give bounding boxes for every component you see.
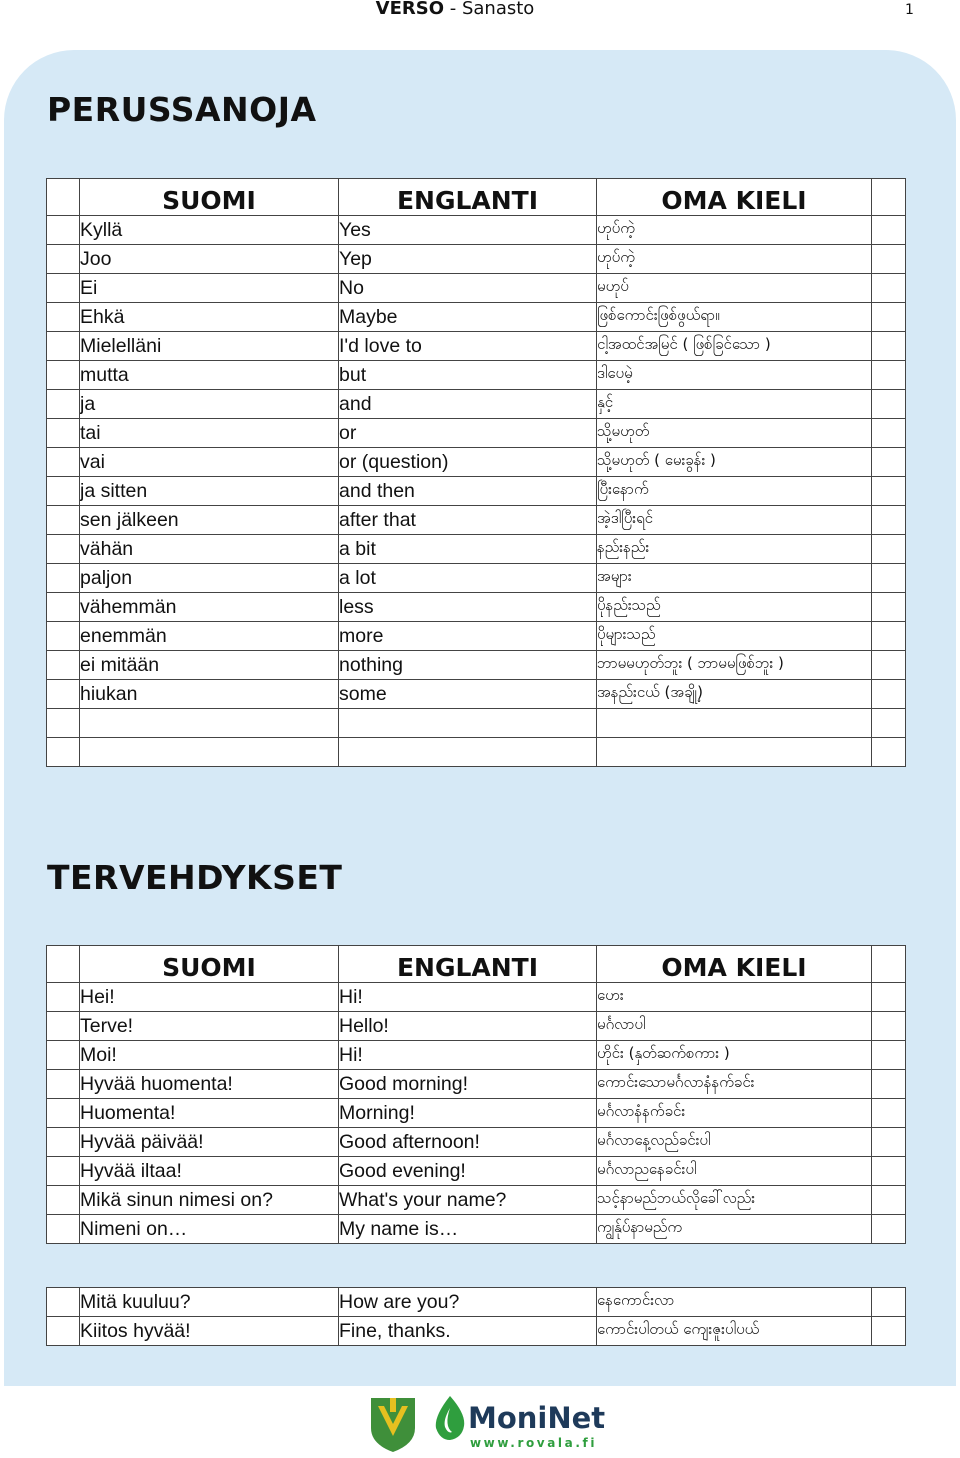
cell-own-language: နေကောင်းလာ	[597, 1288, 872, 1317]
cell-finnish: mutta	[80, 361, 339, 390]
vocab-table-basic-words	[46, 178, 906, 767]
row-blank-cell	[872, 1215, 906, 1244]
row-blank-cell	[47, 709, 80, 738]
row-blank-cell	[47, 564, 80, 593]
cell-finnish: Hyvää huomenta!	[80, 1070, 339, 1099]
cell-own-language: ဟုပ်ကဲ့	[597, 216, 872, 245]
row-blank-cell	[47, 1157, 80, 1186]
vocab-table-greetings	[46, 945, 906, 1244]
row-blank-cell	[872, 448, 906, 477]
row-blank-cell	[47, 390, 80, 419]
row-blank-cell	[872, 593, 906, 622]
cell-english: How are you?	[339, 1288, 597, 1317]
cell-finnish: Ehkä	[80, 303, 339, 332]
cell-own-language: မင်္ဂလာနံနက်ခင်း	[597, 1099, 872, 1128]
row-blank-cell	[47, 1099, 80, 1128]
row-blank-cell	[872, 1317, 906, 1346]
cell-english: or	[339, 419, 597, 448]
cell-own-language	[597, 709, 872, 738]
table-row	[47, 564, 906, 593]
row-blank-cell	[47, 1186, 80, 1215]
row-blank-cell	[872, 303, 906, 332]
footer-url: www.rovala.fi	[470, 1436, 598, 1450]
title-bold: VERSO	[375, 0, 445, 19]
cell-finnish: Moi!	[80, 1041, 339, 1070]
cell-english: Maybe	[339, 303, 597, 332]
cell-finnish: Kyllä	[80, 216, 339, 245]
table-header-row	[47, 946, 906, 983]
cell-finnish: tai	[80, 419, 339, 448]
section-title-tervehdykset: TERVEHDYKSET	[47, 858, 343, 897]
cell-own-language: ကောင်းသောမင်္ဂလာနံနက်ခင်း	[597, 1070, 872, 1099]
row-blank-cell	[47, 216, 80, 245]
cell-english: more	[339, 622, 597, 651]
table-row	[47, 332, 906, 361]
table-row	[47, 709, 906, 738]
row-blank-cell	[47, 738, 80, 767]
cell-finnish: Hei!	[80, 983, 339, 1012]
cell-finnish	[80, 709, 339, 738]
row-blank-cell	[47, 680, 80, 709]
header-blank	[47, 946, 80, 983]
page-header	[0, 0, 960, 24]
cell-own-language: ဘာမမဟုတ်ဘူး ( ဘာမမဖြစ်ဘူး )	[597, 651, 872, 680]
row-blank-cell	[47, 506, 80, 535]
cell-finnish: ei mitään	[80, 651, 339, 680]
row-blank-cell	[872, 983, 906, 1012]
cell-english: Fine, thanks.	[339, 1317, 597, 1346]
table-row	[47, 738, 906, 767]
cell-own-language: ဖြစ်ကောင်းဖြစ်ဖွယ်ရာ။	[597, 303, 872, 332]
table-row	[47, 506, 906, 535]
footer-logos	[0, 1392, 960, 1453]
row-blank-cell	[47, 448, 80, 477]
table-row	[47, 1041, 906, 1070]
cell-finnish: sen jälkeen	[80, 506, 339, 535]
cell-english: a bit	[339, 535, 597, 564]
cell-own-language: မဟုပ်	[597, 274, 872, 303]
row-blank-cell	[872, 1041, 906, 1070]
cell-english: I'd love to	[339, 332, 597, 361]
table-row	[47, 535, 906, 564]
cell-own-language	[597, 738, 872, 767]
row-blank-cell	[872, 390, 906, 419]
moninet-drop-icon	[436, 1396, 464, 1440]
cell-finnish: Mikä sinun nimesi on?	[80, 1186, 339, 1215]
cell-own-language: ကောင်းပါတယ် ကျေးဇူးပါပယ်	[597, 1317, 872, 1346]
header-blank	[872, 946, 906, 983]
vocab-table-greetings-extra	[46, 1287, 906, 1346]
row-blank-cell	[47, 1215, 80, 1244]
table-row	[47, 1012, 906, 1041]
cell-own-language: ဒါပေမဲ့	[597, 361, 872, 390]
table-row	[47, 303, 906, 332]
row-blank-cell	[872, 361, 906, 390]
cell-english: but	[339, 361, 597, 390]
cell-finnish: vähän	[80, 535, 339, 564]
cell-english: a lot	[339, 564, 597, 593]
row-blank-cell	[872, 506, 906, 535]
cell-own-language: မင်္ဂလာပါ	[597, 1012, 872, 1041]
row-blank-cell	[872, 1070, 906, 1099]
row-blank-cell	[47, 332, 80, 361]
cell-english: Morning!	[339, 1099, 597, 1128]
row-blank-cell	[872, 622, 906, 651]
cell-english: Yes	[339, 216, 597, 245]
cell-own-language: ဟေး	[597, 983, 872, 1012]
cell-finnish: Huomenta!	[80, 1099, 339, 1128]
cell-english: after that	[339, 506, 597, 535]
table-row	[47, 680, 906, 709]
cell-own-language: သို့မဟုတ်	[597, 419, 872, 448]
table-row	[47, 1186, 906, 1215]
row-blank-cell	[47, 1012, 80, 1041]
header-blank	[47, 179, 80, 216]
table-row	[47, 361, 906, 390]
column-header-oma-kieli: OMA KIELI	[597, 179, 872, 216]
row-blank-cell	[47, 303, 80, 332]
row-blank-cell	[872, 738, 906, 767]
row-blank-cell	[47, 651, 80, 680]
row-blank-cell	[47, 1317, 80, 1346]
cell-finnish: Mitä kuuluu?	[80, 1288, 339, 1317]
table-row	[47, 274, 906, 303]
cell-english: Good afternoon!	[339, 1128, 597, 1157]
document-title	[0, 0, 910, 19]
row-blank-cell	[47, 535, 80, 564]
cell-finnish: Mielelläni	[80, 332, 339, 361]
cell-own-language: နည်းနည်း	[597, 535, 872, 564]
cell-english: Good evening!	[339, 1157, 597, 1186]
cell-own-language: အများ	[597, 564, 872, 593]
cell-english: some	[339, 680, 597, 709]
row-blank-cell	[47, 245, 80, 274]
cell-finnish: Kiitos hyvää!	[80, 1317, 339, 1346]
row-blank-cell	[872, 535, 906, 564]
cell-own-language: ဟုပ်ကဲ့	[597, 245, 872, 274]
table-row	[47, 1099, 906, 1128]
logo-graphics	[0, 1392, 960, 1453]
section-title-perussanoja: PERUSSANOJA	[47, 90, 317, 129]
table-row	[47, 622, 906, 651]
cell-own-language: အနည်းငယ် (အချို့)	[597, 680, 872, 709]
column-header-suomi: SUOMI	[80, 179, 339, 216]
cell-own-language: သင့်နာမည်ဘယ်လိုခေါ်လည်း	[597, 1186, 872, 1215]
table-row	[47, 419, 906, 448]
cell-own-language: ပြီးနောက်	[597, 477, 872, 506]
column-header-englanti: ENGLANTI	[339, 946, 597, 983]
cell-finnish: Terve!	[80, 1012, 339, 1041]
table-row	[47, 1288, 906, 1317]
cell-own-language: အဲ့ဒါပြီးရင်	[597, 506, 872, 535]
row-blank-cell	[47, 274, 80, 303]
cell-english: No	[339, 274, 597, 303]
moninet-logo-text: MoniNet	[468, 1401, 606, 1435]
cell-finnish: enemmän	[80, 622, 339, 651]
table-row	[47, 651, 906, 680]
title-rest: - Sanasto	[444, 0, 535, 19]
table-row	[47, 448, 906, 477]
cell-english: Hello!	[339, 1012, 597, 1041]
table-row	[47, 1128, 906, 1157]
cell-own-language: နှင့်	[597, 390, 872, 419]
table-row	[47, 983, 906, 1012]
row-blank-cell	[872, 1157, 906, 1186]
row-blank-cell	[872, 477, 906, 506]
table-row	[47, 1215, 906, 1244]
column-header-englanti: ENGLANTI	[339, 179, 597, 216]
row-blank-cell	[872, 1288, 906, 1317]
cell-english: less	[339, 593, 597, 622]
row-blank-cell	[872, 1186, 906, 1215]
cell-english: Good morning!	[339, 1070, 597, 1099]
cell-finnish: hiukan	[80, 680, 339, 709]
cell-english: My name is…	[339, 1215, 597, 1244]
cell-own-language: ဟိုင်း (နှတ်ဆက်စကား )	[597, 1041, 872, 1070]
cell-english: nothing	[339, 651, 597, 680]
row-blank-cell	[872, 419, 906, 448]
cell-english	[339, 709, 597, 738]
row-blank-cell	[872, 216, 906, 245]
row-blank-cell	[872, 564, 906, 593]
cell-finnish: Hyvää päivää!	[80, 1128, 339, 1157]
cell-finnish: Ei	[80, 274, 339, 303]
row-blank-cell	[47, 419, 80, 448]
table-row	[47, 216, 906, 245]
row-blank-cell	[47, 1041, 80, 1070]
row-blank-cell	[872, 651, 906, 680]
cell-english: Yep	[339, 245, 597, 274]
row-blank-cell	[47, 1070, 80, 1099]
table-row	[47, 245, 906, 274]
cell-own-language: ကျွန်ုပ်နာမည်က	[597, 1215, 872, 1244]
table-row	[47, 390, 906, 419]
row-blank-cell	[47, 1288, 80, 1317]
cell-own-language: ပိုများသည်	[597, 622, 872, 651]
cell-english: Hi!	[339, 983, 597, 1012]
cell-english: and then	[339, 477, 597, 506]
row-blank-cell	[47, 593, 80, 622]
row-blank-cell	[872, 245, 906, 274]
table-header-row	[47, 179, 906, 216]
table-row	[47, 1070, 906, 1099]
column-header-suomi: SUOMI	[80, 946, 339, 983]
cell-english: Hi!	[339, 1041, 597, 1070]
table-row	[47, 593, 906, 622]
cell-finnish: Nimeni on…	[80, 1215, 339, 1244]
cell-finnish: vai	[80, 448, 339, 477]
cell-own-language: မင်္ဂလာညနေခင်းပါ	[597, 1157, 872, 1186]
row-blank-cell	[47, 622, 80, 651]
municipal-shield-icon	[371, 1398, 415, 1452]
page-number: 1	[905, 2, 914, 18]
row-blank-cell	[872, 1012, 906, 1041]
table-row	[47, 1157, 906, 1186]
cell-english: or (question)	[339, 448, 597, 477]
row-blank-cell	[47, 361, 80, 390]
header-blank	[872, 179, 906, 216]
cell-finnish	[80, 738, 339, 767]
row-blank-cell	[47, 1128, 80, 1157]
table-row	[47, 1317, 906, 1346]
column-header-oma-kieli: OMA KIELI	[597, 946, 872, 983]
table-row	[47, 477, 906, 506]
cell-finnish: Hyvää iltaa!	[80, 1157, 339, 1186]
cell-finnish: paljon	[80, 564, 339, 593]
cell-english: and	[339, 390, 597, 419]
cell-finnish: Joo	[80, 245, 339, 274]
row-blank-cell	[872, 332, 906, 361]
row-blank-cell	[872, 680, 906, 709]
cell-own-language: မင်္ဂလာနေ့လည်ခင်းပါ	[597, 1128, 872, 1157]
cell-finnish: vähemmän	[80, 593, 339, 622]
cell-english	[339, 738, 597, 767]
row-blank-cell	[872, 274, 906, 303]
cell-own-language: ပိုနည်းသည်	[597, 593, 872, 622]
cell-own-language: ငါ့အထင်အမြင် ( ဖြစ်ခြင်သော )	[597, 332, 872, 361]
cell-finnish: ja sitten	[80, 477, 339, 506]
row-blank-cell	[872, 1128, 906, 1157]
cell-finnish: ja	[80, 390, 339, 419]
cell-own-language: သို့မဟုတ် ( မေးခွန်း )	[597, 448, 872, 477]
row-blank-cell	[872, 1099, 906, 1128]
row-blank-cell	[47, 477, 80, 506]
row-blank-cell	[872, 709, 906, 738]
row-blank-cell	[47, 983, 80, 1012]
cell-english: What's your name?	[339, 1186, 597, 1215]
